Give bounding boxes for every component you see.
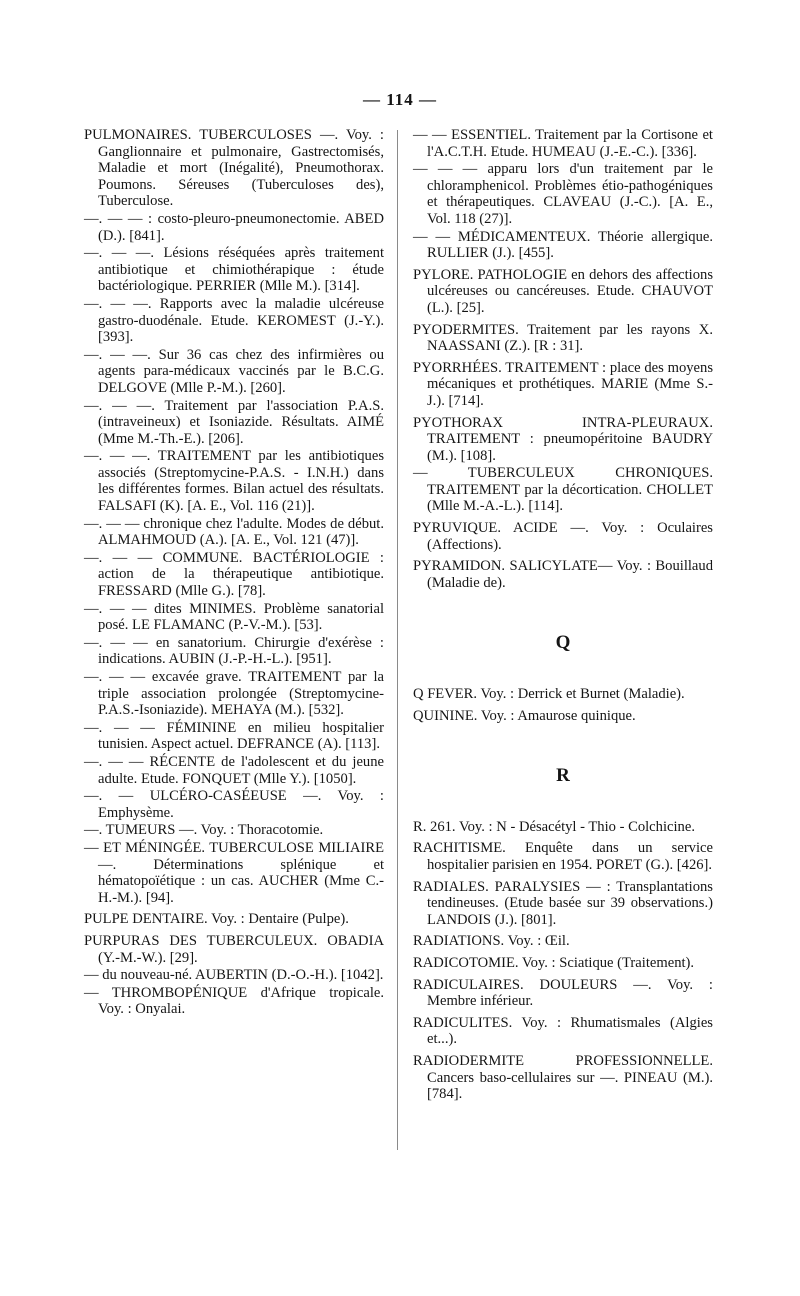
index-entry: PYRUVIQUE. ACIDE —. Voy. : Oculaires (Affections). — [413, 520, 713, 553]
index-entry: —. — —. TRAITEMENT par les antibiotiques associés (Streptomycine-P.A.S. - I.N.H.) dans les différentes formes. Bilan actuel des résultats. FALSAFI (K). [A. E., Vol. 116 (21)]. — [84, 448, 384, 515]
index-entry: —. — — FÉMININE en milieu hospitalier tunisien. Aspect actuel. DEFRANCE (A). [113]. — [84, 719, 384, 753]
index-entry: RADICULITES. Voy. : Rhumatismales (Algies et...). — [413, 1014, 713, 1048]
index-entry: RACHITISME. Enquête dans un service hospitalier parisien en 1954. PORET (G.). [426]. — [413, 840, 713, 873]
index-entry: — — — apparu lors d'un traitement par le chloramphenicol. Problèmes étio-pathogéniques et thérapeutiques. CLAVEAU (J.-C.). [A. E., Vol. 118 (27)]. — [413, 161, 713, 227]
index-entry: — ET MÉNINGÉE. TUBERCULOSE MILIAIRE —. Déterminations splénique et hématopoïétique : un cas. AUCHER (Mme C.-H.-M.). [94]. — [84, 839, 384, 906]
index-entry: —. — — : costo-pleuro-pneumonectomie. ABED (D.). [841]. — [84, 210, 384, 244]
index-entry: PULMONAIRES. TUBERCULOSES —. Voy. : Ganglionnaire et pulmonaire, Gastrectomisés, Maladie et mort (Inégalité), Pneumothorax. Poumons. Séreuses (Tuberculoses des), Tuberculose. — [84, 127, 384, 210]
index-entry: Q FEVER. Voy. : Derrick et Burnet (Maladie). — [413, 686, 685, 703]
section-letter-r: R — [556, 765, 570, 787]
column-divider — [397, 130, 398, 1150]
index-entry: — — MÉDICAMENTEUX. Théorie allergique. RULLIER (J.). [455]. — [413, 228, 713, 262]
index-entry: — du nouveau-né. AUBERTIN (D.-O.-H.). [1042]. — [84, 967, 384, 984]
index-entry: —. — —. Traitement par l'association P.A.S. (intraveineux) et Isoniazide. Résultats. AIMÉ (Mme M.-Th.-E.). [206]. — [84, 397, 384, 447]
index-entry: PYOTHORAX INTRA-PLEURAUX. TRAITEMENT : pneumopéritoine BAUDRY (M.). [108]. — [413, 414, 713, 464]
index-entry: PURPURAS DES TUBERCULEUX. OBADIA (Y.-M.-W.). [29]. — [84, 932, 384, 966]
index-entry: —. — — chronique chez l'adulte. Modes de début. ALMAHMOUD (A.). [A. E., Vol. 121 (47)]. — [84, 515, 384, 549]
index-entry: —. — —. Sur 36 cas chez des infirmières ou agents para-médicaux vaccinés par le B.C.G. DELGOVE (Mlle P.-M.). [260]. — [84, 346, 384, 396]
left-column — [84, 127, 384, 1019]
index-entry: — — ESSENTIEL. Traitement par la Cortisone et l'A.C.T.H. Etude. HUMEAU (J.-E.-C.). [336]. — [413, 127, 713, 160]
index-entry: —. — — RÉCENTE de l'adolescent et du jeune adulte. Etude. FONQUET (Mlle Y.). [1050]. — [84, 753, 384, 787]
index-entry: PYRAMIDON. SALICYLATE— Voy. : Bouillaud (Maladie de). — [413, 558, 713, 591]
index-entry: RADICOTOMIE. Voy. : Sciatique (Traitement). — [413, 954, 695, 971]
index-entry: PYLORE. PATHOLOGIE en dehors des affections ulcéreuses ou cancéreuses. Etude. CHAUVOT (L.). [25]. — [413, 266, 713, 316]
index-entry: —. TUMEURS —. Voy. : Thoracotomie. — [84, 822, 324, 839]
index-entry: PYORRHÉES. TRAITEMENT : place des moyens mécaniques et prothétiques. MARIE (Mme S.-J.). [714]. — [413, 359, 713, 409]
index-entry: —. — — excavée grave. TRAITEMENT par la triple association prolongée (Streptomycine-P.A.S.-Isoniazide). MEHAYA (M.). [532]. — [84, 669, 384, 719]
index-entry: —. — —. Lésions réséquées après traitement antibiotique et chimiothérapique : étude bactériologique. PERRIER (Mlle M.). [314]. — [84, 245, 384, 295]
index-entry: —. — ULCÉRO-CASÉEUSE —. Voy. : Emphysème. — [84, 788, 384, 821]
index-entry: PULPE DENTAIRE. Voy. : Dentaire (Pulpe). — [84, 911, 349, 928]
index-entry: RADICULAIRES. DOULEURS —. Voy. : Membre inférieur. — [413, 976, 713, 1010]
index-entry: R. 261. Voy. : N - Désacétyl - Thio - Colchicine. — [413, 818, 695, 835]
index-entry: PYODERMITES. Traitement par les rayons X. NAASSANI (Z.). [R : 31]. — [413, 321, 713, 355]
index-entry: — THROMBOPÉNIQUE d'Afrique tropicale. Voy. : Onyalai. — [84, 984, 384, 1018]
section-letter-q: Q — [555, 632, 571, 654]
index-entry: RADIODERMITE PROFESSIONNELLE. Cancers baso-cellulaires sur —. PINEAU (M.). [784]. — [413, 1052, 713, 1103]
index-entry: —. — —. Rapports avec la maladie ulcéreuse gastro-duodénale. Etude. KEROMEST (J.-Y.). [393]. — [84, 295, 384, 346]
index-entry: QUININE. Voy. : Amaurose quinique. — [413, 707, 636, 724]
index-entry: —. — — en sanatorium. Chirurgie d'exérèse : indications. AUBIN (J.-P.-H.-L.). [951]. — [84, 634, 384, 668]
index-entry: — TUBERCULEUX CHRONIQUES. TRAITEMENT par la décortication. CHOLLET (Mlle M.-A.-L.). [114]. — [413, 465, 713, 515]
page-number: — 114 — — [362, 90, 438, 109]
index-entry: —. — — COMMUNE. BACTÉRIOLOGIE : action de la thérapeutique antibiotique. FRESSARD (Mlle G.). [78]. — [84, 549, 384, 600]
right-column — [413, 127, 713, 1104]
index-entry: RADIATIONS. Voy. : Œil. — [413, 933, 570, 950]
index-entry: RADIALES. PARALYSIES — : Transplantations tendineuses. (Etude basée sur 39 observations.) LANDOIS (J.). [801]. — [413, 878, 713, 928]
index-entry: —. — — dites MINIMES. Problème sanatorial posé. LE FLAMANC (P.-V.-M.). [53]. — [84, 600, 384, 634]
